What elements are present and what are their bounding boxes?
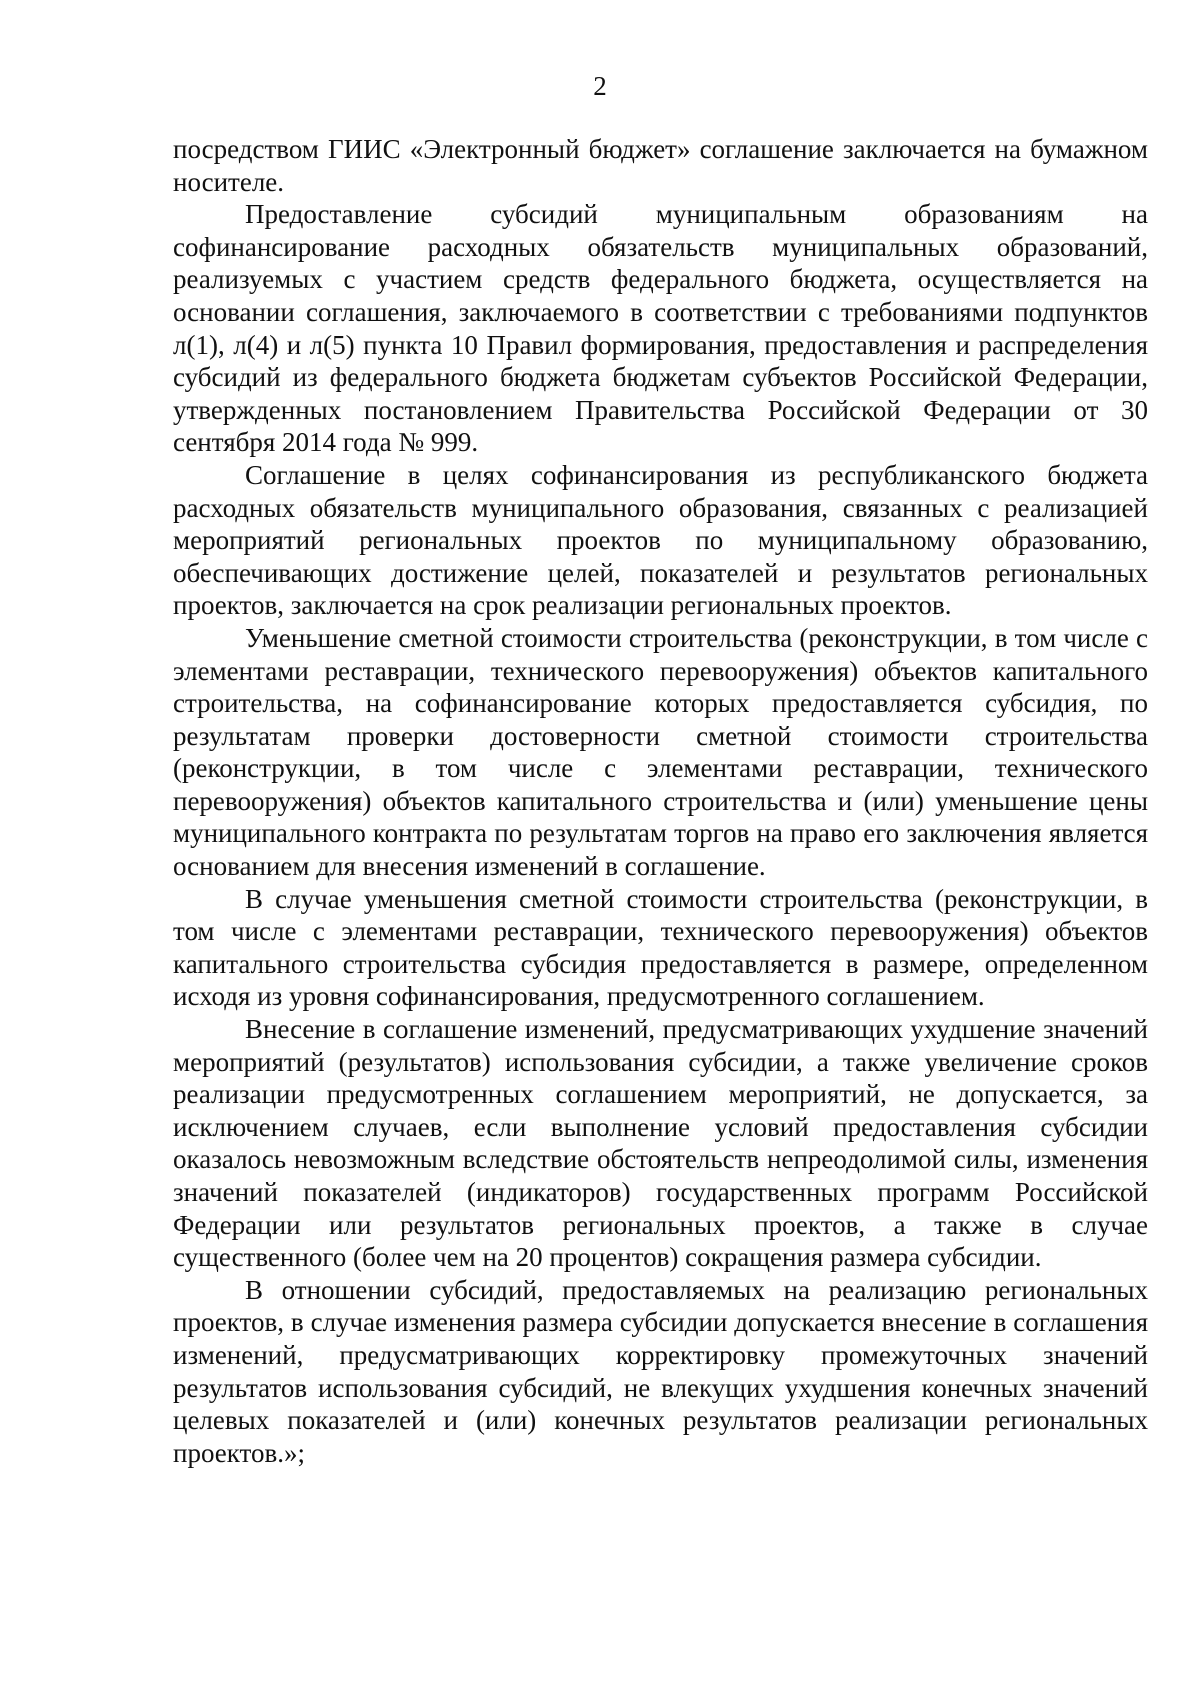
- paragraph-1: посредством ГИИС «Электронный бюджет» соглашение заключается на бумажном носителе.: [173, 134, 1148, 197]
- paragraph-4: Уменьшение сметной стоимости строительства (реконструкции, в том числе с элементами реставрации, технического перевооружения) объектов капитального строительства, на софинансирование которых предоставляется субсидия, по результатам проверки достоверности сметной стоимости строительства (реконструкции, в том числе с элементами реставрации, технического перевооружения) объектов капитального строительства и (или) уменьшение цены муниципального контракта по результатам торгов на право его заключения является основанием для внесения изменений в соглашение.: [173, 622, 1148, 882]
- paragraph-7: В отношении субсидий, предоставляемых на реализацию региональных проектов, в случае изменения размера субсидии допускается внесение в соглашения изменений, предусматривающих корректировку промежуточных значений результатов использования субсидий, не влекущих ухудшения конечных значений целевых показателей и (или) конечных результатов реализации региональных проектов.»;: [173, 1274, 1148, 1468]
- paragraph-6: Внесение в соглашение изменений, предусматривающих ухудшение значений мероприятий (результатов) использования субсидии, а также увеличение сроков реализации предусмотренных соглашением мероприятий, не допускается, за исключением случаев, если выполнение условий предоставления субсидии оказалось невозможным вследствие обстоятельств непреодолимой силы, изменения значений показателей (индикаторов) государственных программ Российской Федерации или результатов региональных проектов, а также в случае существенного (более чем на 20 процентов) сокращения размера субсидии.: [173, 1014, 1148, 1273]
- document-body: [173, 133, 1148, 1469]
- page-number: 2: [593, 71, 607, 101]
- paragraph-2: Предоставление субсидий муниципальным образованиям на софинансирование расходных обязательств муниципальных образований, реализуемых с участием средств федерального бюджета, осуществляется на основании соглашения, заключаемого в соответствии с требованиями подпунктов л(1), л(4) и л(5) пункта 10 Правил формирования, предоставления и распределения субсидий из федерального бюджета бюджетам субъектов Российской Федерации, утвержденных постановлением Правительства Российской Федерации от 30 сентября 2014 года № 999.: [173, 199, 1148, 458]
- paragraph-5: В случае уменьшения сметной стоимости строительства (реконструкции, в том числе с элементами реставрации, технического перевооружения) объектов капитального строительства субсидия предоставляется в размере, определенном исходя из уровня софинансирования, предусмотренного соглашением.: [173, 883, 1148, 1012]
- paragraph-3: Соглашение в целях софинансирования из республиканского бюджета расходных обязательств муниципального образования, связанных с реализацией мероприятий региональных проектов по муниципальному образованию, обеспечивающих достижение целей, показателей и результатов региональных проектов, заключается на срок реализации региональных проектов.: [173, 459, 1148, 621]
